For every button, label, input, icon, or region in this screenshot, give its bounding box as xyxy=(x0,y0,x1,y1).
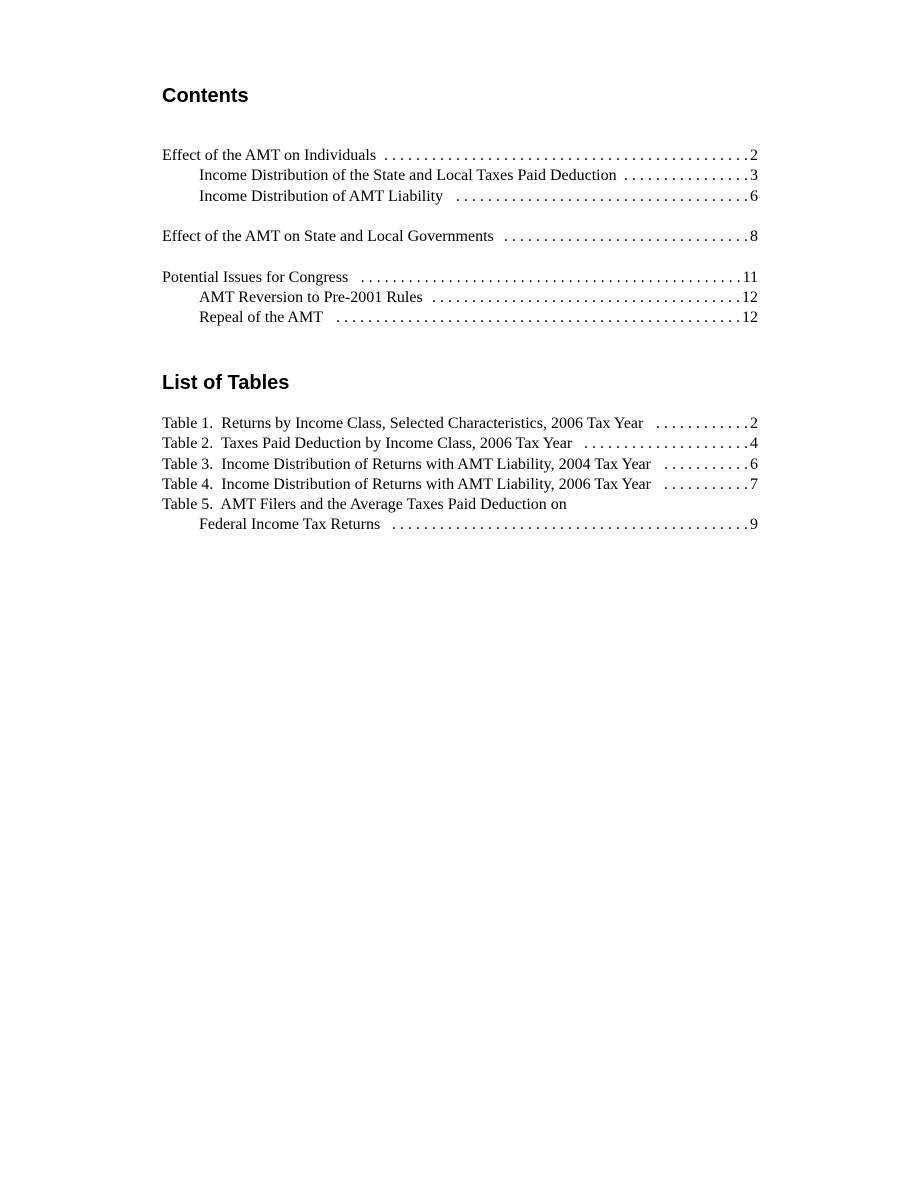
toc-entry-label: Repeal of the AMT xyxy=(199,309,323,327)
toc-entry-label: Effect of the AMT on State and Local Governments xyxy=(162,228,494,246)
table-entry-page: 7 xyxy=(750,475,758,493)
toc-entry-page: 12 xyxy=(742,309,758,327)
dot-leader xyxy=(625,166,748,186)
table-entry-2[interactable] xyxy=(162,434,758,454)
toc-entry-income-distribution-liability[interactable] xyxy=(162,187,758,207)
toc-entry-page: 3 xyxy=(750,167,758,185)
dot-leader xyxy=(651,414,748,434)
tables-list xyxy=(162,414,758,536)
toc-entry-effect-individuals[interactable] xyxy=(162,146,758,166)
table-entry-label: Table 1. Returns by Income Class, Selected Characteristics, 2006 Tax Year xyxy=(162,415,644,432)
dot-leader xyxy=(502,227,748,247)
table-entry-label: Table 4. Income Distribution of Returns with AMT Liability, 2006 Tax Year xyxy=(162,475,651,493)
dot-leader xyxy=(356,268,740,288)
toc-entry-label: Income Distribution of the State and Local Taxes Paid Deduction xyxy=(199,167,617,185)
toc-entry-page: 12 xyxy=(742,289,758,307)
table-entry-label: Table 3. Income Distribution of Returns with AMT Liability, 2004 Tax Year xyxy=(162,455,651,473)
dot-leader xyxy=(659,455,748,475)
table-entry-label: Table 5. AMT Filers and the Average Taxes Paid Deduction on xyxy=(162,496,567,514)
table-entry-page: 9 xyxy=(750,516,758,534)
dot-leader xyxy=(331,308,740,328)
table-entry-3[interactable] xyxy=(162,455,758,475)
dot-leader xyxy=(659,475,748,495)
toc-entry-potential-issues[interactable] xyxy=(162,268,758,288)
contents-list xyxy=(162,146,758,329)
dot-leader xyxy=(384,146,748,166)
toc-entry-page: 2 xyxy=(750,147,758,164)
toc-entry-repeal-amt[interactable] xyxy=(162,308,758,328)
table-entry-1[interactable] xyxy=(162,414,758,434)
dot-leader xyxy=(431,288,740,308)
table-entry-page: 2 xyxy=(750,415,758,432)
toc-entry-income-distribution-deduction[interactable] xyxy=(162,166,758,186)
toc-entry-label: Effect of the AMT on Individuals xyxy=(162,147,377,164)
table-entry-label: Federal Income Tax Returns xyxy=(199,516,381,534)
dot-leader xyxy=(580,434,748,454)
table-entry-page: 6 xyxy=(750,455,758,473)
toc-entry-label: AMT Reversion to Pre-2001 Rules xyxy=(199,289,423,307)
toc-entry-effect-governments[interactable] xyxy=(162,227,758,247)
toc-entry-page: 11 xyxy=(742,268,758,286)
list-of-tables-heading: List of Tables xyxy=(162,372,290,394)
toc-entry-label: Potential Issues for Congress xyxy=(162,268,349,286)
table-entry-5[interactable] xyxy=(162,495,758,515)
table-entry-5-continued[interactable] xyxy=(162,515,758,535)
toc-entry-page: 8 xyxy=(750,228,758,246)
dot-leader xyxy=(388,515,748,535)
dot-leader xyxy=(451,187,748,207)
table-entry-page: 4 xyxy=(750,435,758,453)
table-entry-label: Table 2. Taxes Paid Deduction by Income Class, 2006 Tax Year xyxy=(162,435,573,453)
toc-entry-label: Income Distribution of AMT Liability xyxy=(199,187,444,205)
toc-entry-amt-reversion[interactable] xyxy=(162,288,758,308)
table-entry-4[interactable] xyxy=(162,475,758,495)
toc-entry-page: 6 xyxy=(750,187,758,205)
contents-heading: Contents xyxy=(162,85,249,107)
